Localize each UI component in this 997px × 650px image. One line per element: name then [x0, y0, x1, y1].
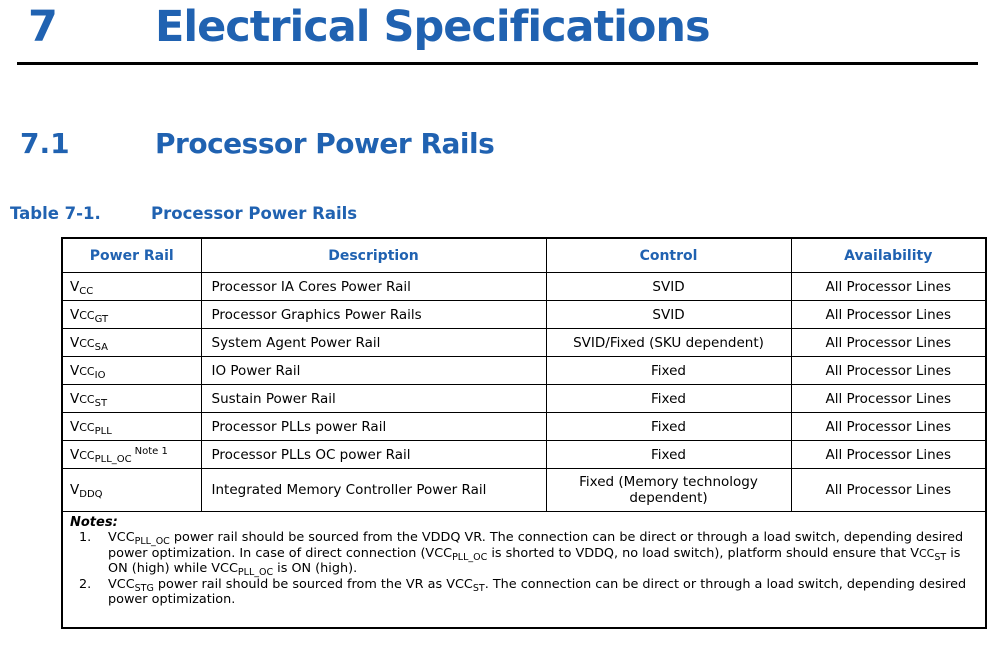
- table-row: [62, 441, 986, 469]
- power-rail-cell: $V_{CC}$: [62, 273, 201, 301]
- section-title: Processor Power Rails: [155, 127, 495, 160]
- table-row: [62, 413, 986, 441]
- table-row: [62, 301, 986, 329]
- section-number: 7.1: [20, 127, 70, 160]
- description-cell: Processor IA Cores Power Rail: [201, 273, 546, 301]
- column-header-control: Control: [546, 238, 791, 273]
- note-text: $VCC_{STG}$ power rail should be sourced from the VR as $VCC_{ST}$. The connection can be direct or through a load switch, depending desired power optimization.: [108, 576, 967, 608]
- note-item: [70, 530, 975, 577]
- notes-cell: [62, 512, 986, 629]
- description-cell: Integrated Memory Controller Power Rail: [201, 469, 546, 512]
- note-item: [70, 577, 975, 608]
- availability-cell: All Processor Lines: [791, 273, 986, 301]
- power-rail-cell: $VCC_{PLL}$: [62, 413, 201, 441]
- table-row: [62, 357, 986, 385]
- table-body: [62, 273, 986, 512]
- table-header: [62, 238, 986, 273]
- table-caption-text: Processor Power Rails: [151, 204, 358, 223]
- note-number: 1.: [79, 530, 92, 545]
- availability-cell: All Processor Lines: [791, 329, 986, 357]
- chapter-title: Electrical Specifications: [155, 2, 710, 52]
- power-rails-table: [61, 237, 987, 629]
- control-cell: Fixed: [546, 441, 791, 469]
- control-cell: SVID: [546, 273, 791, 301]
- description-cell: Processor Graphics Power Rails: [201, 301, 546, 329]
- control-cell: Fixed: [546, 385, 791, 413]
- control-cell: Fixed (Memory technology dependent): [546, 469, 791, 512]
- heading-rule: [17, 62, 978, 65]
- power-rail-cell: $VCC_{SA}$: [62, 329, 201, 357]
- description-cell: Processor PLLs power Rail: [201, 413, 546, 441]
- note-number: 2.: [79, 576, 92, 592]
- power-rail-cell: $VCC_{PLL\_OC}^{Note 1}$: [62, 441, 201, 469]
- control-cell: SVID/Fixed (SKU dependent): [546, 329, 791, 357]
- power-rail-cell: $VCC_{GT}$: [62, 301, 201, 329]
- power-rail-cell: $VCC_{ST}$: [62, 385, 201, 413]
- control-cell: SVID: [546, 301, 791, 329]
- control-cell: Fixed: [546, 413, 791, 441]
- power-rail-cell: $V_{DDQ}$: [62, 469, 201, 512]
- availability-cell: All Processor Lines: [791, 301, 986, 329]
- table-notes-section: [62, 512, 986, 629]
- column-header-description: Description: [201, 238, 546, 273]
- column-header-power-rail: Power Rail: [62, 238, 201, 273]
- availability-cell: All Processor Lines: [791, 385, 986, 413]
- table-row: [62, 329, 986, 357]
- notes-list: [70, 530, 975, 608]
- control-cell: Fixed: [546, 357, 791, 385]
- description-cell: IO Power Rail: [201, 357, 546, 385]
- table-label: Table 7-1.: [10, 204, 101, 223]
- availability-cell: All Processor Lines: [791, 441, 986, 469]
- availability-cell: All Processor Lines: [791, 469, 986, 512]
- table-row: [62, 273, 986, 301]
- availability-cell: All Processor Lines: [791, 357, 986, 385]
- table-row: [62, 385, 986, 413]
- notes-label: Notes:: [70, 515, 118, 530]
- description-cell: Sustain Power Rail: [201, 385, 546, 413]
- notes-row: [62, 512, 986, 629]
- table-header-row: [62, 238, 986, 273]
- note-text: $VCC_{PLL\_OC}$ power rail should be sourced from the VDDQ VR. The connection can be direct or through a load switch, depending desired power optimization. In case of direct connection ($VCC_{PLL\_OC}$ is shorted to VDDQ, no load switch), platform should ensure that $VCC_{ST}$ is ON (high) while $VCC_{PLL\_OC}$ is ON (high).: [108, 530, 964, 579]
- column-header-availability: Availability: [791, 238, 986, 273]
- power-rail-cell: $VCC_{IO}$: [62, 357, 201, 385]
- description-cell: System Agent Power Rail: [201, 329, 546, 357]
- table-row: [62, 469, 986, 512]
- description-cell: Processor PLLs OC power Rail: [201, 441, 546, 469]
- chapter-number: 7: [28, 2, 58, 52]
- availability-cell: All Processor Lines: [791, 413, 986, 441]
